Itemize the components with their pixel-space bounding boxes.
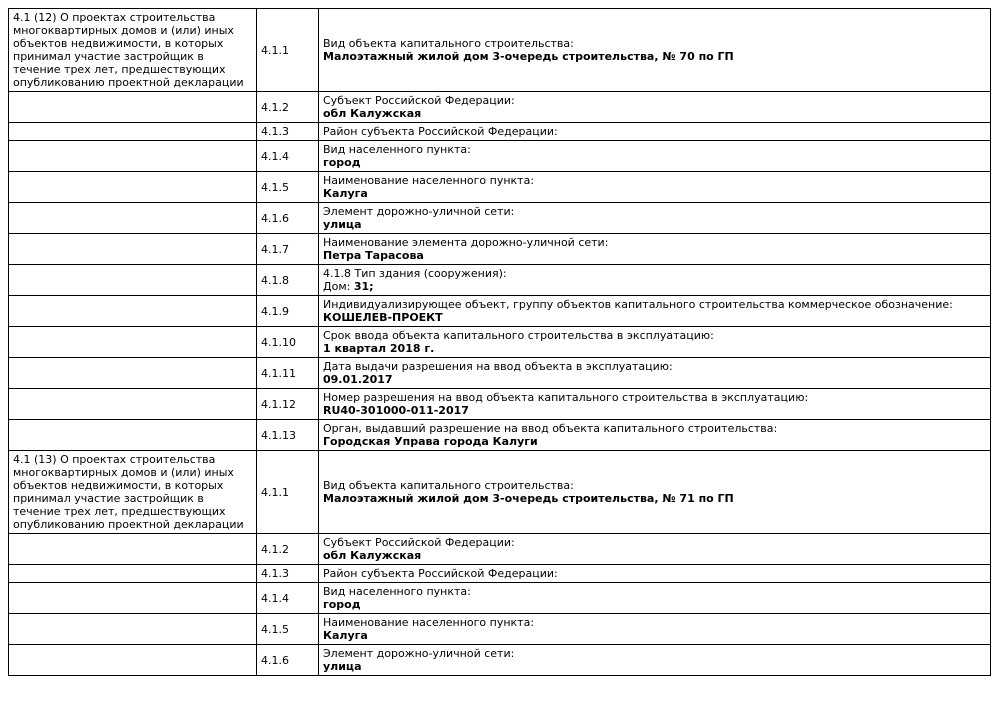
row-code: 4.1.2	[257, 92, 319, 123]
row-code: 4.1.3	[257, 123, 319, 141]
field-value: Малоэтажный жилой дом 3-очередь строительства, № 70 по ГП	[323, 50, 734, 63]
row-code: 4.1.1	[257, 9, 319, 92]
field-value: обл Калужская	[323, 107, 422, 120]
row-code: 4.1.4	[257, 583, 319, 614]
row-content	[319, 327, 991, 358]
row-content	[319, 565, 991, 583]
table-row	[9, 420, 991, 451]
field-value: 09.01.2017	[323, 373, 393, 386]
field-label: Вид населенного пункта:	[323, 585, 471, 598]
row-code: 4.1.1	[257, 451, 319, 534]
section-description: 4.1 (13) О проектах строительства многоквартирных домов и (или) иных объектов недвижимости, в которых принимал участие застройщик в течение трех лет, предшествующих опубликованию проектной декларации	[9, 451, 257, 534]
section-cell-empty	[9, 583, 257, 614]
section-cell-empty	[9, 534, 257, 565]
field-value: КОШЕЛЕВ-ПРОЕКТ	[323, 311, 443, 324]
row-code: 4.1.10	[257, 327, 319, 358]
section-cell-empty	[9, 141, 257, 172]
table-row	[9, 583, 991, 614]
section-description: 4.1 (12) О проектах строительства многоквартирных домов и (или) иных объектов недвижимости, в которых принимал участие застройщик в течение трех лет, предшествующих опубликованию проектной декларации	[9, 9, 257, 92]
field-value-line	[323, 280, 986, 293]
row-code: 4.1.6	[257, 203, 319, 234]
field-label: Район субъекта Российской Федерации:	[323, 125, 558, 138]
field-value: Городская Управа города Калуги	[323, 435, 538, 448]
table-row	[9, 9, 991, 92]
row-content	[319, 123, 991, 141]
field-value: улица	[323, 660, 362, 673]
declaration-table	[8, 8, 991, 676]
field-label: Вид объекта капитального строительства:	[323, 37, 574, 50]
row-content	[319, 9, 991, 92]
section-cell-empty	[9, 296, 257, 327]
table-row	[9, 234, 991, 265]
table-row	[9, 327, 991, 358]
row-content	[319, 451, 991, 534]
section-cell-empty	[9, 389, 257, 420]
section-cell-empty	[9, 565, 257, 583]
section-cell-empty	[9, 327, 257, 358]
table-row	[9, 141, 991, 172]
field-value: Калуга	[323, 629, 368, 642]
field-label: Район субъекта Российской Федерации:	[323, 567, 558, 580]
row-code: 4.1.9	[257, 296, 319, 327]
field-label: Элемент дорожно-уличной сети:	[323, 647, 515, 660]
table-row	[9, 203, 991, 234]
field-value: 31;	[353, 280, 374, 293]
field-value: Малоэтажный жилой дом 3-очередь строительства, № 71 по ГП	[323, 492, 734, 505]
row-content	[319, 234, 991, 265]
section-cell-empty	[9, 172, 257, 203]
table-row	[9, 358, 991, 389]
field-label: Индивидуализирующее объект, группу объектов капитального строительства коммерческое обозначение:	[323, 298, 953, 311]
row-code: 4.1.8	[257, 265, 319, 296]
section-cell-empty	[9, 203, 257, 234]
field-label: Срок ввода объекта капитального строительства в эксплуатацию:	[323, 329, 714, 342]
field-label: Субъект Российской Федерации:	[323, 94, 515, 107]
row-code: 4.1.6	[257, 645, 319, 676]
field-value: улица	[323, 218, 362, 231]
field-value: RU40-301000-011-2017	[323, 404, 469, 417]
row-content	[319, 583, 991, 614]
field-label: Наименование населенного пункта:	[323, 174, 535, 187]
table-row	[9, 614, 991, 645]
field-label: 4.1.8 Тип здания (сооружения):	[323, 267, 507, 280]
field-label: Вид населенного пункта:	[323, 143, 471, 156]
table-row	[9, 172, 991, 203]
section-cell-empty	[9, 420, 257, 451]
field-value: обл Калужская	[323, 549, 422, 562]
table-row	[9, 389, 991, 420]
row-code: 4.1.3	[257, 565, 319, 583]
field-label: Наименование элемента дорожно-уличной сети:	[323, 236, 609, 249]
row-code: 4.1.5	[257, 172, 319, 203]
row-content	[319, 645, 991, 676]
row-code: 4.1.11	[257, 358, 319, 389]
section-cell-empty	[9, 614, 257, 645]
field-value: город	[323, 598, 361, 611]
field-label: Субъект Российской Федерации:	[323, 536, 515, 549]
table-row	[9, 534, 991, 565]
field-label: Вид объекта капитального строительства:	[323, 479, 574, 492]
section-cell-empty	[9, 234, 257, 265]
field-label: Наименование населенного пункта:	[323, 616, 535, 629]
row-code: 4.1.5	[257, 614, 319, 645]
table-row	[9, 123, 991, 141]
row-content	[319, 358, 991, 389]
field-label: Дата выдачи разрешения на ввод объекта в эксплуатацию:	[323, 360, 673, 373]
row-content	[319, 296, 991, 327]
field-value: город	[323, 156, 361, 169]
row-code: 4.1.13	[257, 420, 319, 451]
field-label: Орган, выдавший разрешение на ввод объекта капитального строительства:	[323, 422, 778, 435]
table-row	[9, 296, 991, 327]
section-cell-empty	[9, 265, 257, 296]
row-content	[319, 92, 991, 123]
row-content	[319, 614, 991, 645]
section-cell-empty	[9, 123, 257, 141]
field-value: Калуга	[323, 187, 368, 200]
table-row	[9, 645, 991, 676]
section-cell-empty	[9, 358, 257, 389]
table-row	[9, 92, 991, 123]
row-code: 4.1.12	[257, 389, 319, 420]
row-content	[319, 534, 991, 565]
row-content	[319, 141, 991, 172]
field-label: Элемент дорожно-уличной сети:	[323, 205, 515, 218]
field-value: 1 квартал 2018 г.	[323, 342, 435, 355]
row-code: 4.1.2	[257, 534, 319, 565]
table-row	[9, 451, 991, 534]
row-content	[319, 203, 991, 234]
section-cell-empty	[9, 92, 257, 123]
row-code: 4.1.7	[257, 234, 319, 265]
row-content	[319, 172, 991, 203]
field-value: Петра Тарасова	[323, 249, 424, 262]
section-cell-empty	[9, 645, 257, 676]
field-value-prefix: Дом:	[323, 280, 354, 293]
row-code: 4.1.4	[257, 141, 319, 172]
field-label: Номер разрешения на ввод объекта капитального строительства в эксплуатацию:	[323, 391, 809, 404]
row-content	[319, 265, 991, 296]
table-row	[9, 265, 991, 296]
table-row	[9, 565, 991, 583]
row-content	[319, 389, 991, 420]
row-content	[319, 420, 991, 451]
